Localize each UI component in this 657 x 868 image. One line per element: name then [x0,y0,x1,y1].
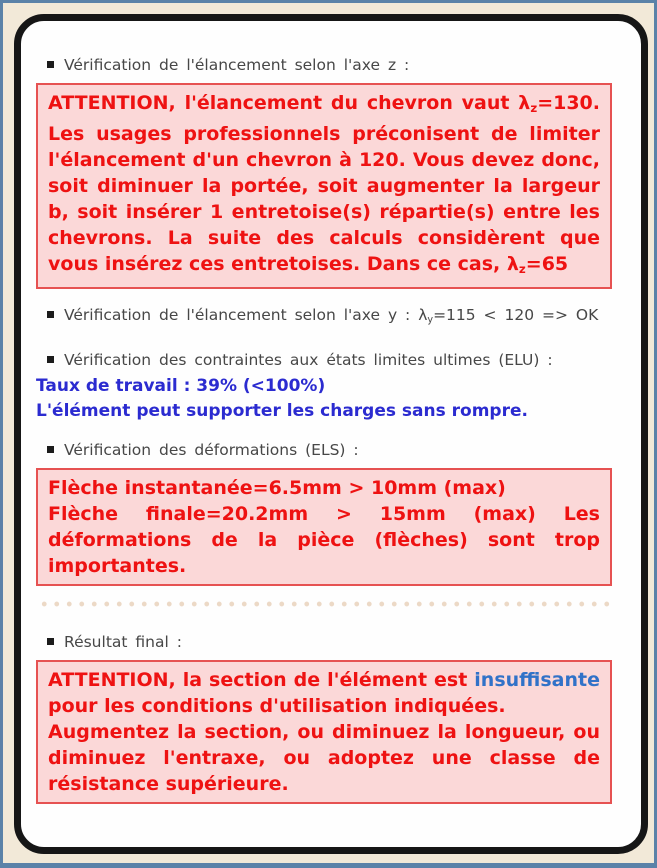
bullet-square-icon [47,311,54,318]
results-panel [14,14,648,854]
insufficient-highlight: insuffisante [474,669,600,692]
section-final-result [36,628,626,804]
bullet-square-icon [47,638,54,645]
section-elu [36,346,626,424]
bullet-square-icon [47,356,54,363]
section-els [36,436,626,586]
warning-text-part: ATTENTION, l'élancement du chevron vaut λ [48,92,531,114]
lambda-subscript: z [518,261,526,276]
warning-box-slenderness-z [36,83,612,289]
dotted-separator [38,600,612,608]
work-rate-line: Taux de travail : 39% (<100%) [36,376,326,397]
heading-text: Vérification des contraintes aux états limites ultimes (ELU) : [64,351,553,370]
bullet-square-icon [47,61,54,68]
section-heading-slenderness-y [36,301,626,334]
warning-text [48,90,600,282]
bullet-square-icon [47,446,54,453]
section-heading-elu [36,346,626,374]
heading-text: Vérification des déformations (ELS) : [64,441,359,460]
heading-text: Résultat final : [64,633,182,652]
final-warning-text [48,667,600,719]
section-heading-els [36,436,626,464]
deflection-instant-line: Flèche instantanée=6.5mm > 10mm (max) [48,477,506,500]
section-heading-final [36,628,626,656]
elu-conclusion-line: L'élément peut supporter les charges sans rompre. [36,401,528,422]
warning-text-part: =130. Les usages professionnels préconisent de limiter l'élancement d'un chevron à 120. Vous devez donc, soit diminuer la portée, soit augmenter la largeur b, soit insérer 1 entretoise(s) répartie(s) entre les chevrons. La suite des calculs considèrent que vous insérez ces entretoises. Dans ce cas, λ [48,92,600,275]
heading-text: Vérification de l'élancement selon l'axe y : λ [64,305,428,324]
final-advice-text: Augmentez la section, ou diminuez la longueur, ou diminuez l'entraxe, ou adoptez une classe de résistance supérieure. [48,721,600,796]
lambda-subscript: y [427,314,434,326]
section-slenderness-y [36,301,626,334]
lambda-subscript: z [530,100,538,115]
section-slenderness-z [36,51,626,289]
warning-text-part: pour les conditions d'utilisation indiquées. [48,695,506,718]
warning-box-deflection [36,468,612,586]
warning-text-part: =65 [525,252,569,275]
deflection-final-line: Flèche finale=20.2mm > 15mm (max) Les déformations de la pièce (flèches) sont trop importantes. [48,503,600,578]
section-heading-slenderness-z [36,51,626,79]
warning-box-final [36,660,612,804]
heading-text: =115 < 120 => OK [433,305,599,324]
heading-text: Vérification de l'élancement selon l'axe z : [64,56,410,74]
warning-text-part: ATTENTION, la section de l'élément est [48,669,475,692]
